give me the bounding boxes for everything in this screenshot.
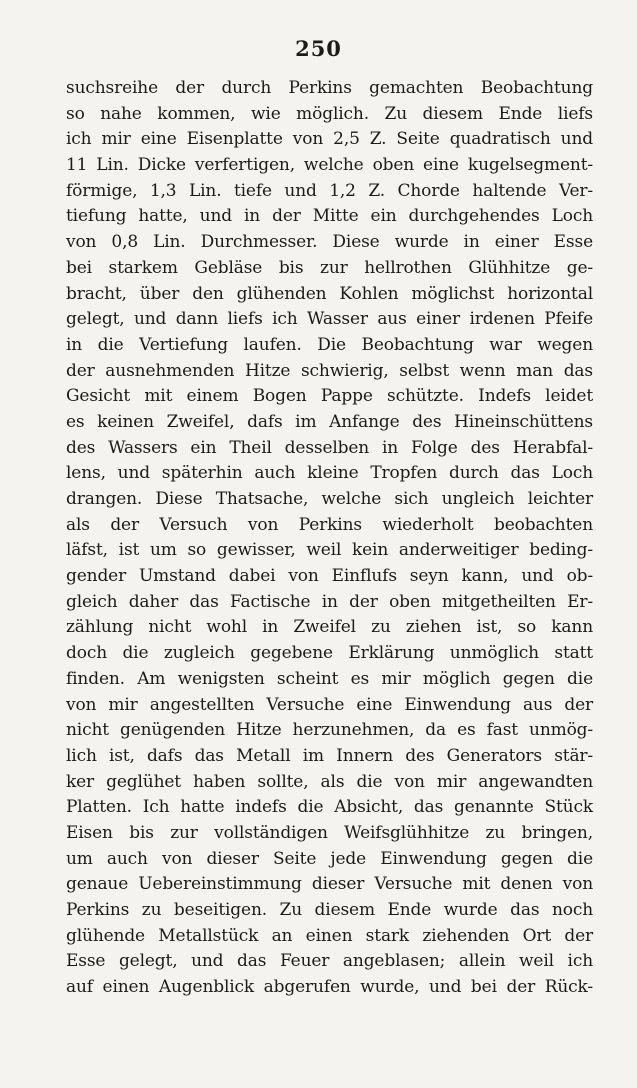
text-line: des Wassers ein Theil desselben in Folge des Herabfal- bbox=[66, 437, 593, 458]
text-line: Gesicht mit einem Bogen Pappe schützte. Indefs leidet bbox=[66, 386, 593, 407]
text-line: in die Vertiefung laufen. Die Beobachtung war wegen bbox=[66, 334, 593, 355]
text-line: als der Versuch von Perkins wiederholt beobachten bbox=[66, 514, 593, 535]
text-line: Platten. Ich hatte indefs die Absicht, das genannte Stück bbox=[66, 797, 593, 818]
text-line: lens, und späterhin auch kleine Tropfen durch das Loch bbox=[66, 463, 593, 484]
text-line: um auch von dieser Seite jede Einwendung gegen die bbox=[66, 848, 593, 869]
text-line: nicht genügenden Hitze herzunehmen, da es fast unmög- bbox=[66, 720, 593, 741]
text-line: zählung nicht wohl in Zweifel zu ziehen ist, so kann bbox=[66, 617, 593, 638]
text-line: es keinen Zweifel, dafs im Anfange des Hineinschüttens bbox=[66, 411, 593, 432]
text-line: auf einen Augenblick abgerufen wurde, und bei der Rück- bbox=[66, 977, 593, 998]
page-number: 250 bbox=[295, 36, 342, 61]
text-line: so nahe kommen, wie möglich. Zu diesem Ende liefs bbox=[66, 103, 593, 124]
text-line: Esse gelegt, und das Feuer angeblasen; allein weil ich bbox=[66, 951, 593, 972]
text-line: finden. Am wenigsten scheint es mir möglich gegen die bbox=[66, 668, 593, 689]
text-line: gelegt, und dann liefs ich Wasser aus einer irdenen Pfeife bbox=[66, 309, 593, 330]
text-line: gleich daher das Factische in der oben mitgetheilten Er- bbox=[66, 591, 593, 612]
text-line: lich ist, dafs das Metall im Innern des Generators stär- bbox=[66, 745, 593, 766]
text-line: ker geglühet haben sollte, als die von mir angewandten bbox=[66, 771, 593, 792]
text-line: gender Umstand dabei von Einflufs seyn kann, und ob- bbox=[66, 566, 593, 587]
text-line: 11 Lin. Dicke verfertigen, welche oben eine kugelsegment- bbox=[66, 155, 593, 176]
text-line: doch die zugleich gegebene Erklärung unmöglich statt bbox=[66, 643, 593, 664]
text-line: Perkins zu beseitigen. Zu diesem Ende wurde das noch bbox=[66, 900, 593, 920]
text-line: förmige, 1,3 Lin. tiefe und 1,2 Z. Chorde haltende Ver- bbox=[66, 180, 593, 201]
text-line: suchsreihe der durch Perkins gemachten Beobachtung bbox=[66, 78, 593, 98]
text-line: ich mir eine Eisenplatte von 2,5 Z. Seite quadratisch und bbox=[66, 129, 593, 150]
text-line: der ausnehmenden Hitze schwierig, selbst wenn man das bbox=[66, 360, 593, 381]
text-line: glühende Metallstück an einen stark ziehenden Ort der bbox=[66, 925, 593, 946]
text-line: Eisen bis zur vollständigen Weifsglühhitze zu bringen, bbox=[66, 822, 593, 843]
text-line: drangen. Diese Thatsache, welche sich ungleich leichter bbox=[66, 489, 593, 509]
text-line: genaue Uebereinstimmung dieser Versuche mit denen von bbox=[66, 874, 593, 895]
text-line: bracht, über den glühenden Kohlen möglichst horizontal bbox=[66, 283, 593, 304]
text-line: von mir angestellten Versuche eine Einwendung aus der bbox=[66, 694, 593, 715]
text-line: von 0,8 Lin. Durchmesser. Diese wurde in einer Esse bbox=[66, 232, 593, 253]
text-line: tiefung hatte, und in der Mitte ein durchgehendes Loch bbox=[66, 206, 593, 227]
text-line: bei starkem Gebläse bis zur hellrothen Glühhitze ge- bbox=[66, 257, 593, 278]
body-text bbox=[66, 76, 593, 1001]
text-line: läfst, ist um so gewisser, weil kein anderweitiger beding- bbox=[66, 540, 593, 561]
